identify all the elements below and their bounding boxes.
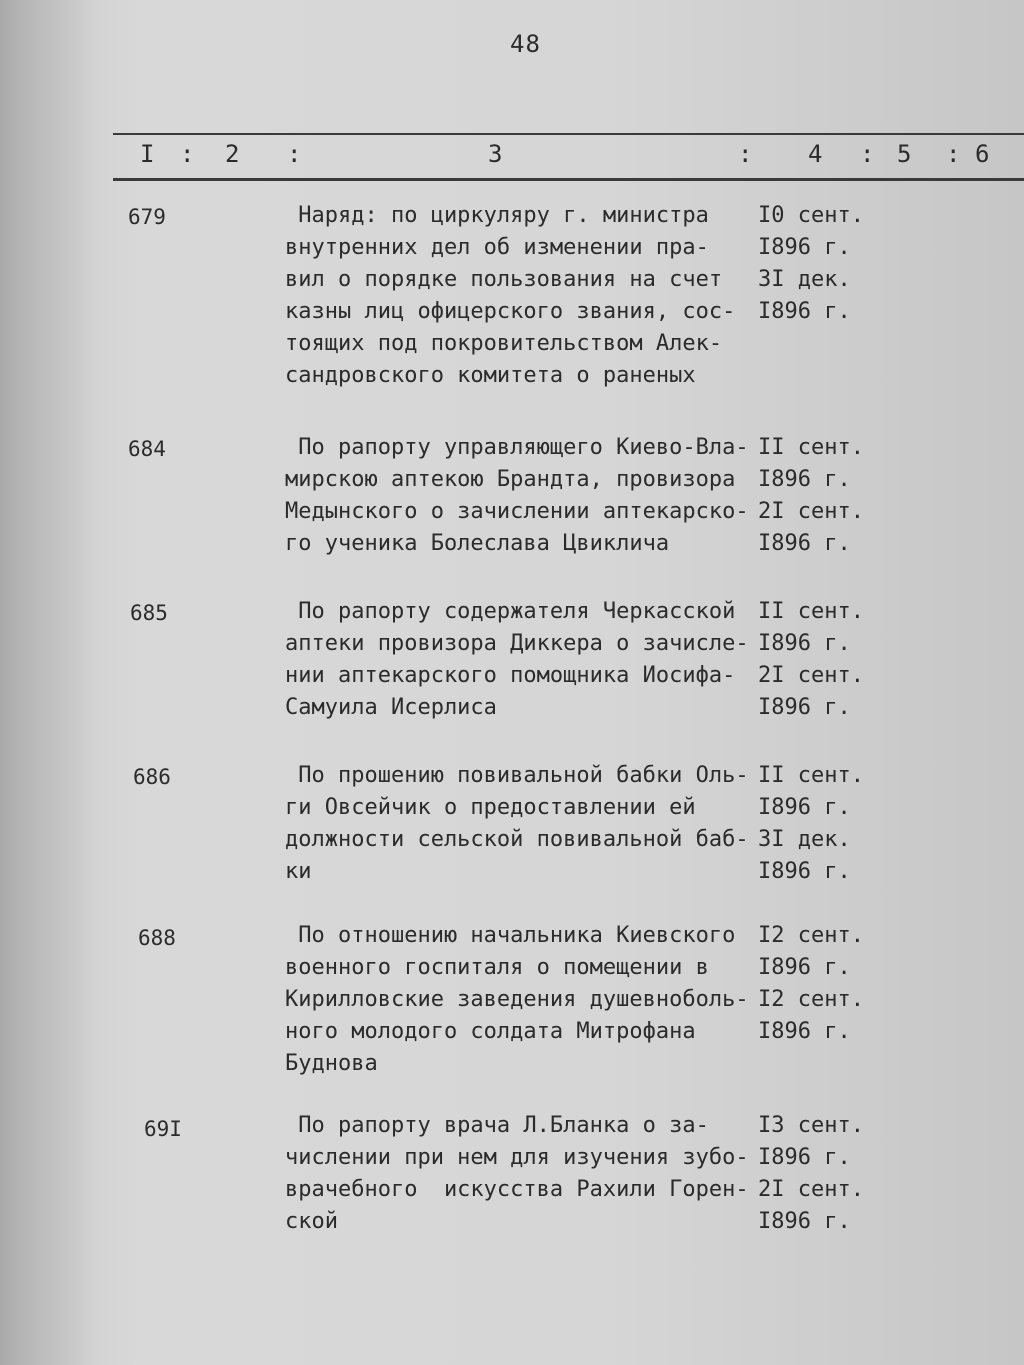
date-end-year: I896 г. [758, 299, 851, 324]
entry-description [285, 596, 755, 724]
entry-line: мирскою аптекою Брандта, провизора [285, 467, 736, 492]
entry-line: врачебного искусства Рахили Горен- [285, 1177, 749, 1202]
entry-dates [758, 596, 878, 724]
date-end-day: 2I сент. [758, 1177, 864, 1202]
date-end-year: I896 г. [758, 695, 851, 720]
column-separator: : [738, 140, 753, 168]
date-start-day: II сент. [758, 763, 864, 788]
date-end-year: I896 г. [758, 1209, 851, 1234]
entry-line: казны лиц офицерского звания, сос- [285, 299, 736, 324]
entry-line: ги Овсейчик о предоставлении ей [285, 795, 696, 820]
entry-number: 685 [130, 601, 168, 625]
entry-description [285, 1110, 755, 1238]
entry-line: Самуила Исерлиса [285, 695, 497, 720]
column-separator: : [946, 140, 961, 168]
entry-line: ки [285, 859, 312, 884]
date-end-day: 2I сент. [758, 499, 864, 524]
entry-description [285, 200, 755, 392]
entry-line: Медынского о зачислении аптекарско- [285, 499, 749, 524]
entry-number: 686 [133, 765, 171, 789]
date-end-day: 2I сент. [758, 663, 864, 688]
entry-line: тоящих под покровительством Алек- [285, 331, 723, 356]
date-end-year: I896 г. [758, 531, 851, 556]
date-end-day: I2 сент. [758, 987, 864, 1012]
entry-line: По рапорту врача Л.Бланка о за- [285, 1113, 709, 1138]
column-separator: : [287, 140, 302, 168]
date-start-year: I896 г. [758, 795, 851, 820]
entry-number: 679 [128, 205, 166, 229]
date-end-day: 3I дек. [758, 827, 851, 852]
entry-line: числении при нем для изучения зубо- [285, 1145, 749, 1170]
date-start-day: II сент. [758, 435, 864, 460]
entry-line: вил о порядке пользования на счет [285, 267, 723, 292]
entry-line: нии аптекарского помощника Иосифа- [285, 663, 736, 688]
entry-number: 69I [144, 1117, 182, 1141]
date-start-year: I896 г. [758, 467, 851, 492]
entry-dates [758, 920, 878, 1048]
entry-line: военного госпиталя о помещении в [285, 955, 709, 980]
entry-dates [758, 1110, 878, 1238]
entry-dates [758, 200, 878, 328]
column-header-2: 2 [225, 140, 240, 168]
column-separator: : [180, 140, 195, 168]
column-header-4: 4 [808, 140, 823, 168]
date-start-day: I2 сент. [758, 923, 864, 948]
date-start-day: II сент. [758, 599, 864, 624]
entry-dates [758, 432, 878, 560]
entry-line: По отношению начальника Киевского [285, 923, 736, 948]
entry-number: 688 [138, 926, 176, 950]
entry-line: сандровского комитета о раненых [285, 363, 696, 388]
column-header-5: 5 [897, 140, 912, 168]
entry-line: По рапорту содержателя Черкасской [285, 599, 736, 624]
entry-line: ного молодого солдата Митрофана [285, 1019, 696, 1044]
entry-description [285, 432, 755, 560]
date-start-year: I896 г. [758, 955, 851, 980]
date-end-year: I896 г. [758, 1019, 851, 1044]
entry-line: внутренних дел об изменении пра- [285, 235, 709, 260]
entry-description [285, 760, 755, 888]
page-number: 48 [510, 30, 541, 58]
binding-gutter [0, 0, 95, 1365]
entry-dates [758, 760, 878, 888]
column-separator: : [860, 140, 875, 168]
entry-line: По рапорту управляющего Киево-Вла- [285, 435, 749, 460]
date-start-year: I896 г. [758, 1145, 851, 1170]
entry-line: По прошению повивальной бабки Оль- [285, 763, 749, 788]
entry-number: 684 [128, 437, 166, 461]
entry-line: го ученика Болеслава Цвиклича [285, 531, 670, 556]
date-end-day: 3I дек. [758, 267, 851, 292]
entry-line: должности сельской повивальной баб- [285, 827, 749, 852]
date-start-day: I0 сент. [758, 203, 864, 228]
date-start-year: I896 г. [758, 235, 851, 260]
entry-line: Буднова [285, 1051, 378, 1076]
entry-line: ской [285, 1209, 338, 1234]
entry-line: аптеки провизора Диккера о зачисле- [285, 631, 749, 656]
date-start-day: I3 сент. [758, 1113, 864, 1138]
header-rule-top [113, 133, 1024, 135]
header-rule-bottom [113, 178, 1024, 181]
entry-line: Наряд: по циркуляру г. министра [285, 203, 709, 228]
entry-line: Кирилловские заведения душевноболь- [285, 987, 749, 1012]
date-end-year: I896 г. [758, 859, 851, 884]
date-start-year: I896 г. [758, 631, 851, 656]
column-header-1: I [140, 140, 155, 168]
column-header-6: 6 [975, 140, 990, 168]
column-header-3: 3 [488, 140, 503, 168]
entry-description [285, 920, 755, 1080]
